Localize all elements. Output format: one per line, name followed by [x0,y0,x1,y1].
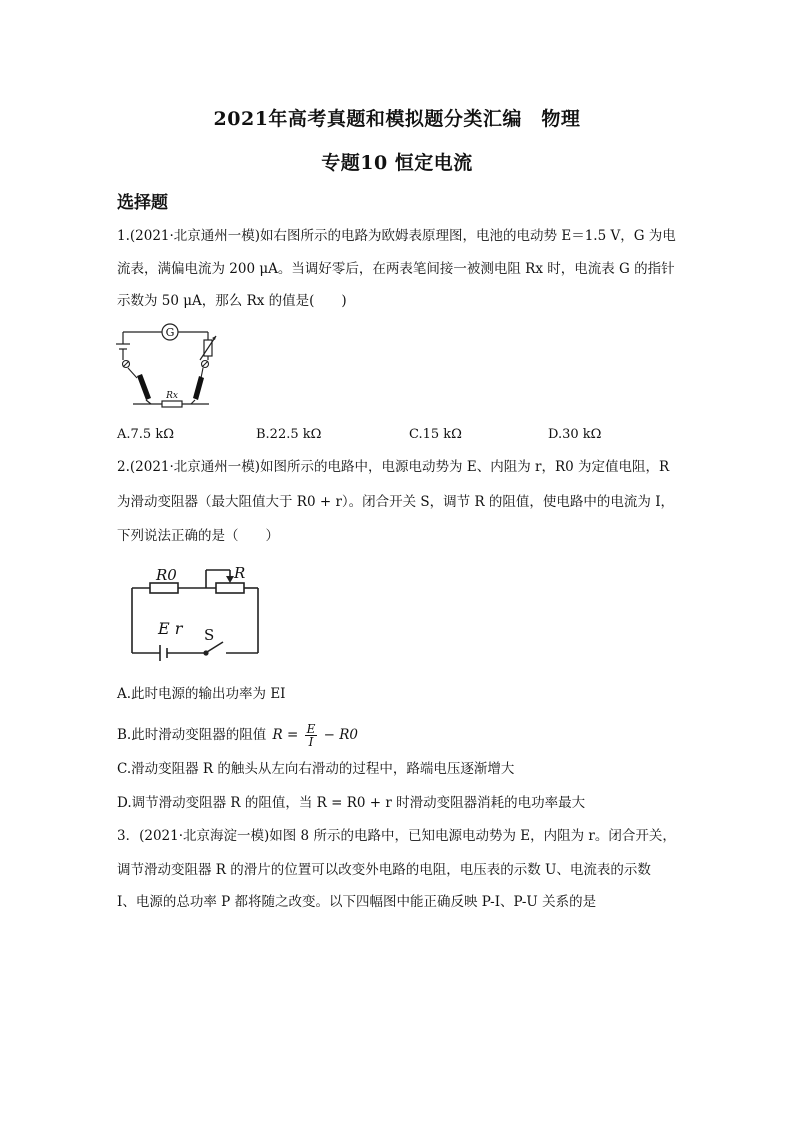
q2-option-d: D.调节滑动变阻器 R 的阻值，当 R = R0 + r 时滑动变阻器消耗的电功率最大 [117,795,586,811]
q2-line-2: 为滑动变阻器（最大阻值大于 R0 + r）。闭合开关 S，调节 R 的阻值，使电路中的电流为 I， [117,494,675,510]
q1-line-2: 流表，满偏电流为 200 μA。当调好零后，在两表笔间接一被测电阻 Rx 时，电流表 G 的指针 [117,261,675,277]
q3-line-3: I、电源的总功率 P 都将随之改变。以下四幅图中能正确反映 P-I、P-U 关系的是 [117,894,597,910]
series-circuit-diagram [120,560,262,666]
q2-option-b-formula [273,723,359,748]
q1-option-d: D.30 kΩ [548,427,602,442]
q1-line-1: 1.(2021·北京通州一模)如右图所示的电路为欧姆表原理图，电池的电动势 E＝1.5 V，G 为电 [117,228,676,244]
q2-line-3: 下列说法正确的是（ ） [117,528,279,544]
q1-option-a: A.7.5 kΩ [117,427,174,442]
document-title: 2021年高考真题和模拟题分类汇编 物理 [213,108,581,130]
formula-numerator: E [306,722,316,736]
q2-option-a: A.此时电源的输出功率为 EI [117,686,286,702]
formula-tail: − R0 [323,727,359,743]
meter-g-label: G [165,326,175,339]
source-er-label: E r [158,619,183,638]
q3-line-2: 调节滑动变阻器 R 的滑片的位置可以改变外电路的电阻，电压表的示数 U、电流表的示数 [117,862,651,878]
document-subtitle: 专题10 恒定电流 [321,152,473,174]
q2-option-b-text: B.此时滑动变阻器的阻值 [117,727,267,743]
q1-line-3: 示数为 50 μA，那么 Rx 的值是( ) [117,293,347,309]
q1-option-b: B.22.5 kΩ [256,427,322,442]
r-label: R [234,564,246,582]
formula-lhs: R = [272,727,299,743]
q2-line-1: 2.(2021·北京通州一模)如图所示的电路中，电源电动势为 E、内阻为 r，R0 为定值电阻，R [117,459,670,475]
r0-label: R0 [156,566,177,584]
q3-line-1: 3．(2021·北京海淀一模)如图 8 所示的电路中，已知电源电动势为 E，内阻为 r。闭合开关， [117,828,676,844]
formula-denominator: I [308,735,314,749]
section-heading: 选择题 [117,193,168,213]
q1-option-c: C.15 kΩ [409,427,462,442]
q2-option-b [117,723,358,748]
formula-fraction [305,723,318,748]
q2-option-c: C.滑动变阻器 R 的触头从左向右滑动的过程中，路端电压逐渐增大 [117,761,515,777]
resistor-rx-label: Rx [166,391,178,401]
switch-s-label: S [204,626,215,644]
ohmmeter-circuit-diagram [113,318,225,414]
